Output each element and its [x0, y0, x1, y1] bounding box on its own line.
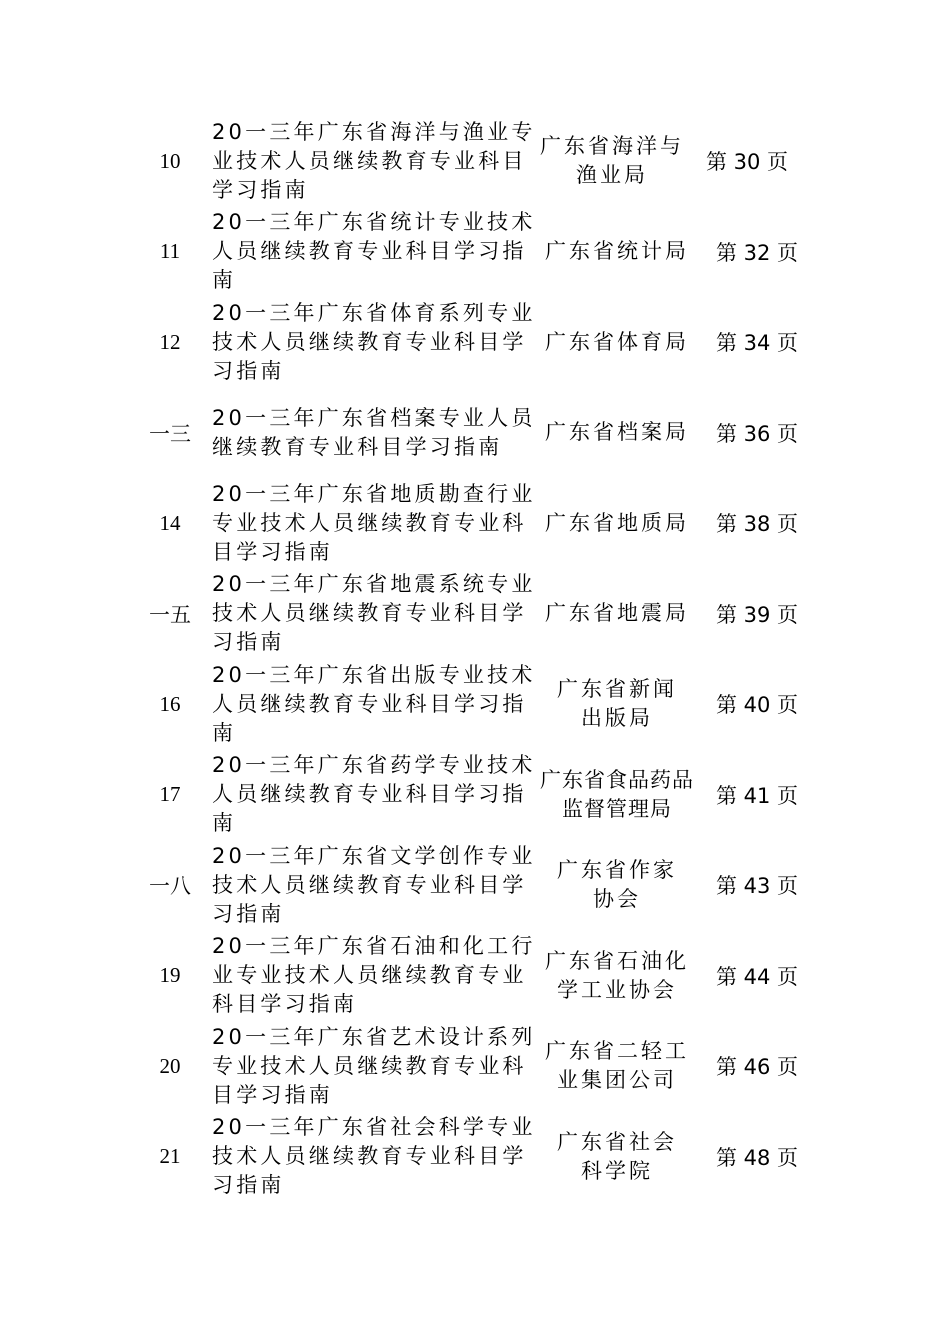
entry-number: 12 — [159, 329, 181, 354]
entry-number: 一五 — [149, 602, 191, 627]
entry-number: 14 — [159, 510, 181, 535]
toc-row — [140, 207, 820, 298]
entry-page: 第 38 页 — [715, 512, 799, 537]
toc-row — [140, 1021, 820, 1112]
entry-department: 广东省新闻出版局 — [557, 677, 677, 731]
entry-page: 第 32 页 — [715, 240, 799, 265]
entry-title: 20一三年广东省艺术设计系列专业技术人员继续教育专业科目学习指南 — [212, 1024, 536, 1107]
toc-row — [140, 116, 820, 207]
entry-number: 16 — [159, 691, 181, 716]
entry-number: 17 — [159, 782, 181, 807]
entry-page: 第 46 页 — [715, 1055, 799, 1080]
entry-number: 10 — [159, 148, 181, 173]
toc-row — [140, 569, 820, 660]
entry-department: 广东省档案局 — [545, 420, 689, 445]
entry-page: 第 48 页 — [715, 1145, 799, 1170]
entry-title: 20一三年广东省地质勘查行业专业技术人员继续教育专业科目学习指南 — [212, 481, 536, 564]
entry-title: 20一三年广东省海洋与渔业专业技术人员继续教育专业科目学习指南 — [212, 119, 536, 202]
entry-page: 第 40 页 — [715, 693, 799, 718]
entry-page: 第 34 页 — [715, 331, 799, 356]
entry-title: 20一三年广东省统计专业技术人员继续教育专业科目学习指南 — [212, 210, 536, 293]
entry-department: 广东省食品药品监督管理局 — [540, 767, 694, 821]
table-of-contents — [140, 116, 820, 1202]
toc-row — [140, 478, 820, 569]
toc-row — [140, 1112, 820, 1203]
entry-title: 20一三年广东省地震系统专业技术人员继续教育专业科目学习指南 — [212, 572, 536, 655]
entry-number: 一八 — [149, 874, 191, 899]
entry-page: 第 39 页 — [715, 602, 799, 627]
entry-title: 20一三年广东省档案专业人员继续教育专业科目学习指南 — [212, 405, 536, 459]
entry-title: 20一三年广东省体育系列专业技术人员继续教育专业科目学习指南 — [212, 300, 536, 383]
entry-title: 20一三年广东省石油和化工行业专业技术人员继续教育专业科目学习指南 — [212, 934, 536, 1017]
entry-number: 21 — [159, 1144, 181, 1169]
entry-department: 广东省统计局 — [545, 239, 689, 264]
entry-number: 19 — [159, 963, 181, 988]
entry-number: 11 — [159, 239, 181, 264]
entry-department: 广东省二轻工业集团公司 — [545, 1039, 689, 1093]
toc-row — [140, 388, 820, 479]
entry-page: 第 30 页 — [705, 150, 789, 175]
toc-row — [140, 931, 820, 1022]
toc-row — [140, 297, 820, 388]
entry-department: 广东省地质局 — [545, 510, 689, 535]
entry-title: 20一三年广东省文学创作专业技术人员继续教育专业科目学习指南 — [212, 843, 536, 926]
toc-row — [140, 840, 820, 931]
entry-page: 第 36 页 — [715, 421, 799, 446]
entry-department: 广东省海洋与渔业局 — [540, 134, 684, 188]
entry-page: 第 43 页 — [715, 874, 799, 899]
entry-title: 20一三年广东省出版专业技术人员继续教育专业科目学习指南 — [212, 662, 536, 745]
entry-department: 广东省作家协会 — [557, 858, 677, 912]
entry-number: 一三 — [149, 421, 191, 446]
entry-department: 广东省体育局 — [545, 329, 689, 354]
entry-title: 20一三年广东省社会科学专业技术人员继续教育专业科目学习指南 — [212, 1115, 536, 1198]
toc-row — [140, 659, 820, 750]
entry-title: 20一三年广东省药学专业技术人员继续教育专业科目学习指南 — [212, 753, 536, 836]
entry-number: 20 — [159, 1053, 181, 1078]
toc-row — [140, 750, 820, 841]
entry-page: 第 41 页 — [715, 783, 799, 808]
entry-department: 广东省社会科学院 — [557, 1129, 677, 1183]
entry-page: 第 44 页 — [715, 964, 799, 989]
entry-department: 广东省石油化学工业协会 — [545, 948, 689, 1002]
entry-department: 广东省地震局 — [545, 601, 689, 626]
